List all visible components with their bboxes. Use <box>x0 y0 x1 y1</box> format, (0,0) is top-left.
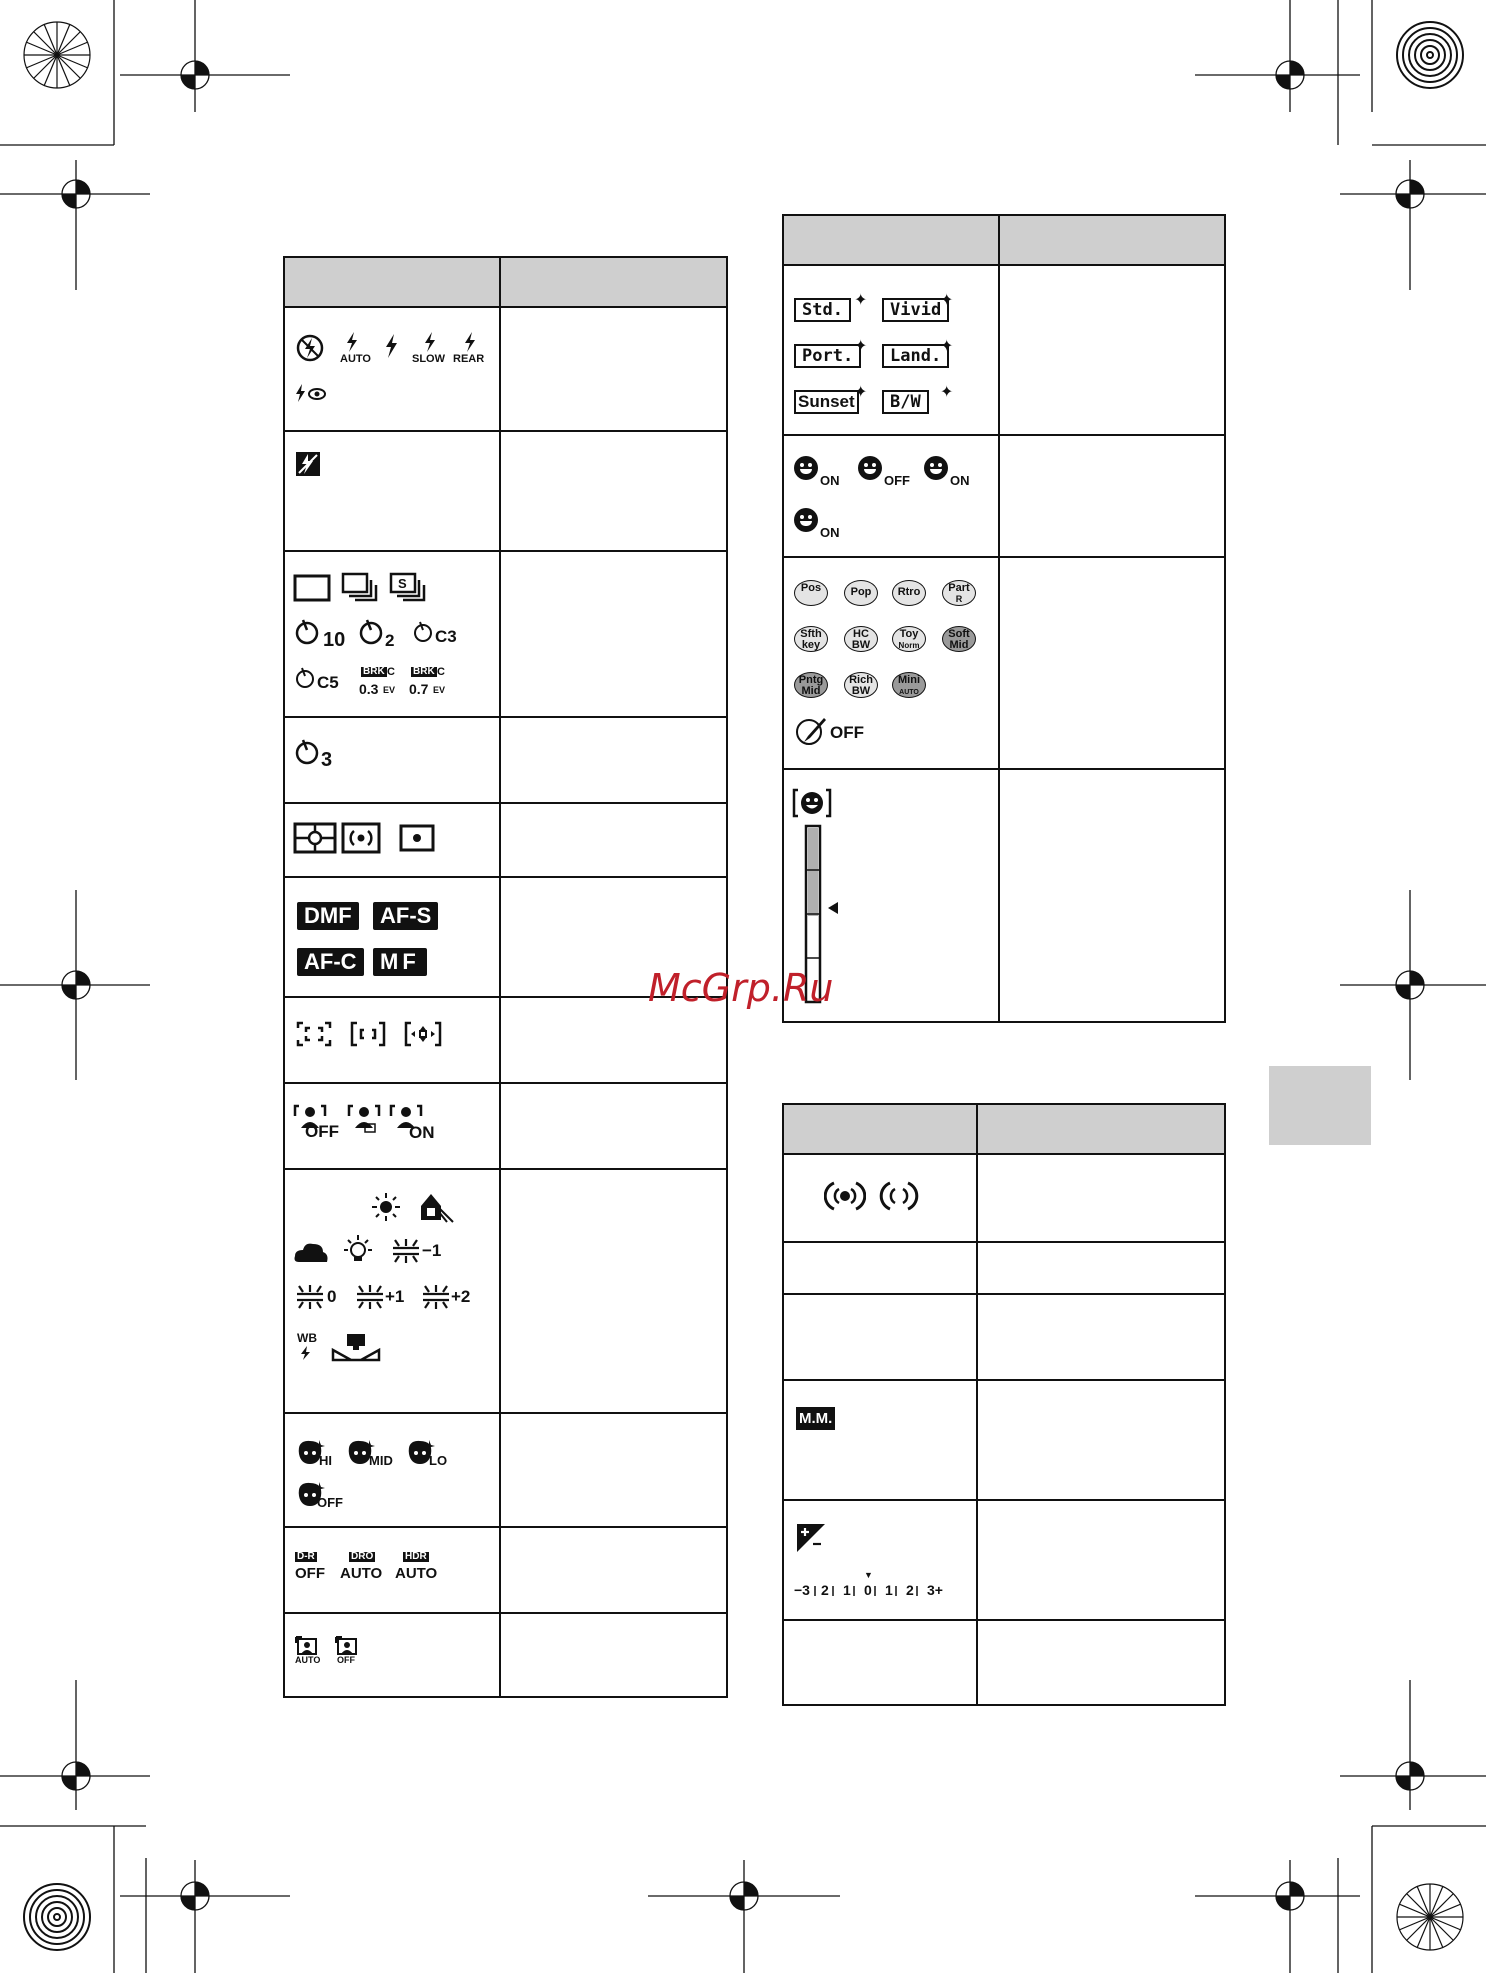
flash-disabled-icon <box>295 451 321 477</box>
effect-rich-bw-icon: Rich BW <box>844 672 878 698</box>
smile-face-icon <box>794 508 818 532</box>
metered-manual-icon: M.M. <box>796 1407 835 1430</box>
effect-soft-high-key-icon: Sfth key <box>794 626 828 652</box>
watermark-text: McGrp.Ru <box>648 966 834 1010</box>
effect-pop-icon: Pop <box>844 580 878 606</box>
sparkle-icon: ✦ <box>940 384 954 401</box>
scale-plus3: 3+ <box>927 1582 943 1598</box>
af-s-badge: AF-S <box>373 902 438 930</box>
sparkle-icon: ✦ <box>940 292 954 309</box>
style-land-label: Land. <box>882 344 949 368</box>
bracket-03-label: 0.3 <box>359 681 379 697</box>
scale-zero: 0 <box>864 1582 872 1598</box>
soft-skin-off-label: OFF <box>317 1495 343 1510</box>
effect-painting-icon: Pntg Mid <box>794 672 828 698</box>
af-c-badge: AF-C <box>297 948 364 976</box>
auto-framing-icon <box>335 1636 359 1656</box>
framing-off-label: OFF <box>337 1655 355 1665</box>
style-port-label: Port. <box>794 344 861 368</box>
fluorescent-icon <box>421 1284 451 1310</box>
dr-tag: D-R <box>297 1551 315 1562</box>
fluorescent-icon <box>295 1284 325 1310</box>
table-header <box>285 258 726 308</box>
exposure-compensation-icon <box>796 1523 826 1553</box>
self-timer-3-label: 3 <box>321 749 333 771</box>
effect-toy-camera-icon: Toy Norm <box>892 626 926 652</box>
flexible-spot-icon <box>403 1020 443 1048</box>
bracket-tag: BRK <box>363 666 385 677</box>
cloudy-icon <box>293 1238 329 1266</box>
bracket-tag: BRK <box>413 666 435 677</box>
mf-badge: MF <box>373 948 427 976</box>
self-timer-icon <box>295 618 321 646</box>
self-timer-cont-icon <box>413 620 435 644</box>
effect-pos-icon: Pos <box>794 580 828 606</box>
smile-on-label: ON <box>950 473 970 488</box>
single-shot-icon <box>293 574 331 602</box>
picture-effect-off-icon <box>794 716 828 746</box>
dmf-badge: DMF <box>297 902 359 930</box>
smile-face-icon <box>858 456 882 480</box>
flash-rear-icon <box>463 332 477 352</box>
table-header <box>784 216 1224 266</box>
effect-off-label: OFF <box>830 723 864 742</box>
table-header <box>784 1105 1224 1155</box>
style-std-label: Std. <box>794 298 851 322</box>
smile-face-icon <box>794 456 818 480</box>
self-timer-c3-label: C3 <box>435 627 457 646</box>
continuous-icon <box>341 572 379 602</box>
flash-fill-icon <box>384 334 398 358</box>
self-timer-icon <box>295 738 321 766</box>
effect-miniature-icon: Mini AUTO <box>892 672 926 698</box>
scale-minus3: −3 <box>794 1582 810 1598</box>
soft-skin-hi-label: HI <box>319 1453 332 1468</box>
fluorescent-icon <box>355 1284 385 1310</box>
framing-auto-label: AUTO <box>295 1655 321 1665</box>
svg-text:S: S <box>398 576 407 591</box>
dro-auto-label: AUTO <box>340 1565 383 1582</box>
right-indicator-table <box>782 214 1226 1023</box>
self-timer-2-label: 2 <box>385 631 395 650</box>
style-sunset-label: Sunset <box>794 390 859 414</box>
effect-retro-icon: Rtro <box>892 580 926 606</box>
center-metering-icon <box>341 822 381 854</box>
wb-zero-label: 0 <box>327 1287 337 1306</box>
effect-hc-bw-icon: HC BW <box>844 626 878 652</box>
auto-framing-icon <box>295 1636 319 1656</box>
smile-on-label: ON <box>820 525 840 540</box>
flash-auto-label: AUTO <box>340 353 371 365</box>
flash-slow-icon <box>423 332 437 352</box>
wide-focus-area-icon <box>295 1020 333 1048</box>
wb-plus2-label: +2 <box>451 1287 471 1306</box>
custom-wb-icon <box>331 1332 381 1362</box>
fluorescent-icon <box>391 1238 421 1264</box>
wb-flash-label: WB <box>297 1331 317 1345</box>
bracket-ev-label: EV <box>383 685 396 695</box>
speed-priority-continuous-icon <box>389 572 429 602</box>
flash-icon <box>299 1346 313 1360</box>
lower-indicator-table <box>782 1103 1226 1706</box>
smile-on-label: ON <box>820 473 840 488</box>
smile-face-icon <box>924 456 948 480</box>
face-on-label: ON <box>409 1123 435 1142</box>
flash-icon <box>345 332 359 352</box>
dro-tag: DRO <box>351 1551 374 1562</box>
incandescent-icon <box>343 1234 373 1266</box>
smile-detection-icon <box>792 788 832 818</box>
flash-rear-label: REAR <box>453 353 485 365</box>
soft-skin-mid-label: MID <box>369 1453 393 1468</box>
self-timer-10-label: 10 <box>323 629 346 651</box>
self-timer-c5-label: C5 <box>317 673 339 692</box>
daylight-icon <box>371 1192 401 1222</box>
multi-metering-icon <box>293 822 337 854</box>
scale-plus2: 2 <box>906 1582 914 1598</box>
steadyshot-on-icon <box>824 1179 866 1213</box>
chapter-tab <box>1269 1066 1371 1145</box>
center-focus-area-icon <box>349 1020 387 1048</box>
hdr-tag: HDR <box>405 1551 427 1562</box>
effect-soft-focus-icon: Soft Mid <box>942 626 976 652</box>
soft-skin-lo-label: LO <box>429 1453 448 1468</box>
scale-minus1: 1 <box>843 1582 851 1598</box>
dr-off-label: OFF <box>295 1565 325 1582</box>
shade-icon <box>417 1190 455 1224</box>
wb-minus1-label: −1 <box>422 1241 442 1260</box>
self-timer-icon <box>359 618 385 646</box>
scale-minus2: 2 <box>821 1582 829 1598</box>
steadyshot-off-icon <box>878 1179 920 1213</box>
bracket-ev-label: EV <box>433 685 446 695</box>
self-timer-cont-icon <box>295 666 317 690</box>
scale-pointer-icon: ▼ <box>864 1570 873 1580</box>
flash-slow-label: SLOW <box>412 353 445 365</box>
face-off-label: OFF <box>305 1122 339 1141</box>
sparkle-icon: ✦ <box>940 338 954 355</box>
scale-ticks <box>814 1584 926 1598</box>
style-vivid-label: Vivid <box>882 298 949 322</box>
sparkle-icon: ✦ <box>854 338 868 355</box>
bracket-c-label: C <box>387 666 395 678</box>
style-bw-label: B/W <box>882 390 929 414</box>
bracket-07-label: 0.7 <box>409 681 429 697</box>
bracket-c-label: C <box>437 666 445 678</box>
effect-partcolor-icon: Part R <box>942 580 976 606</box>
hdr-auto-label: AUTO <box>395 1565 438 1582</box>
spot-metering-icon <box>399 824 435 852</box>
face-detect-registered-icon <box>347 1104 381 1134</box>
red-eye-flash-icon <box>295 384 327 404</box>
scale-plus1: 1 <box>885 1582 893 1598</box>
sparkle-icon: ✦ <box>854 384 868 401</box>
flash-off-icon <box>295 333 325 363</box>
wb-plus1-label: +1 <box>385 1287 405 1306</box>
sparkle-icon: ✦ <box>854 292 868 309</box>
smile-off-label: OFF <box>884 473 910 488</box>
